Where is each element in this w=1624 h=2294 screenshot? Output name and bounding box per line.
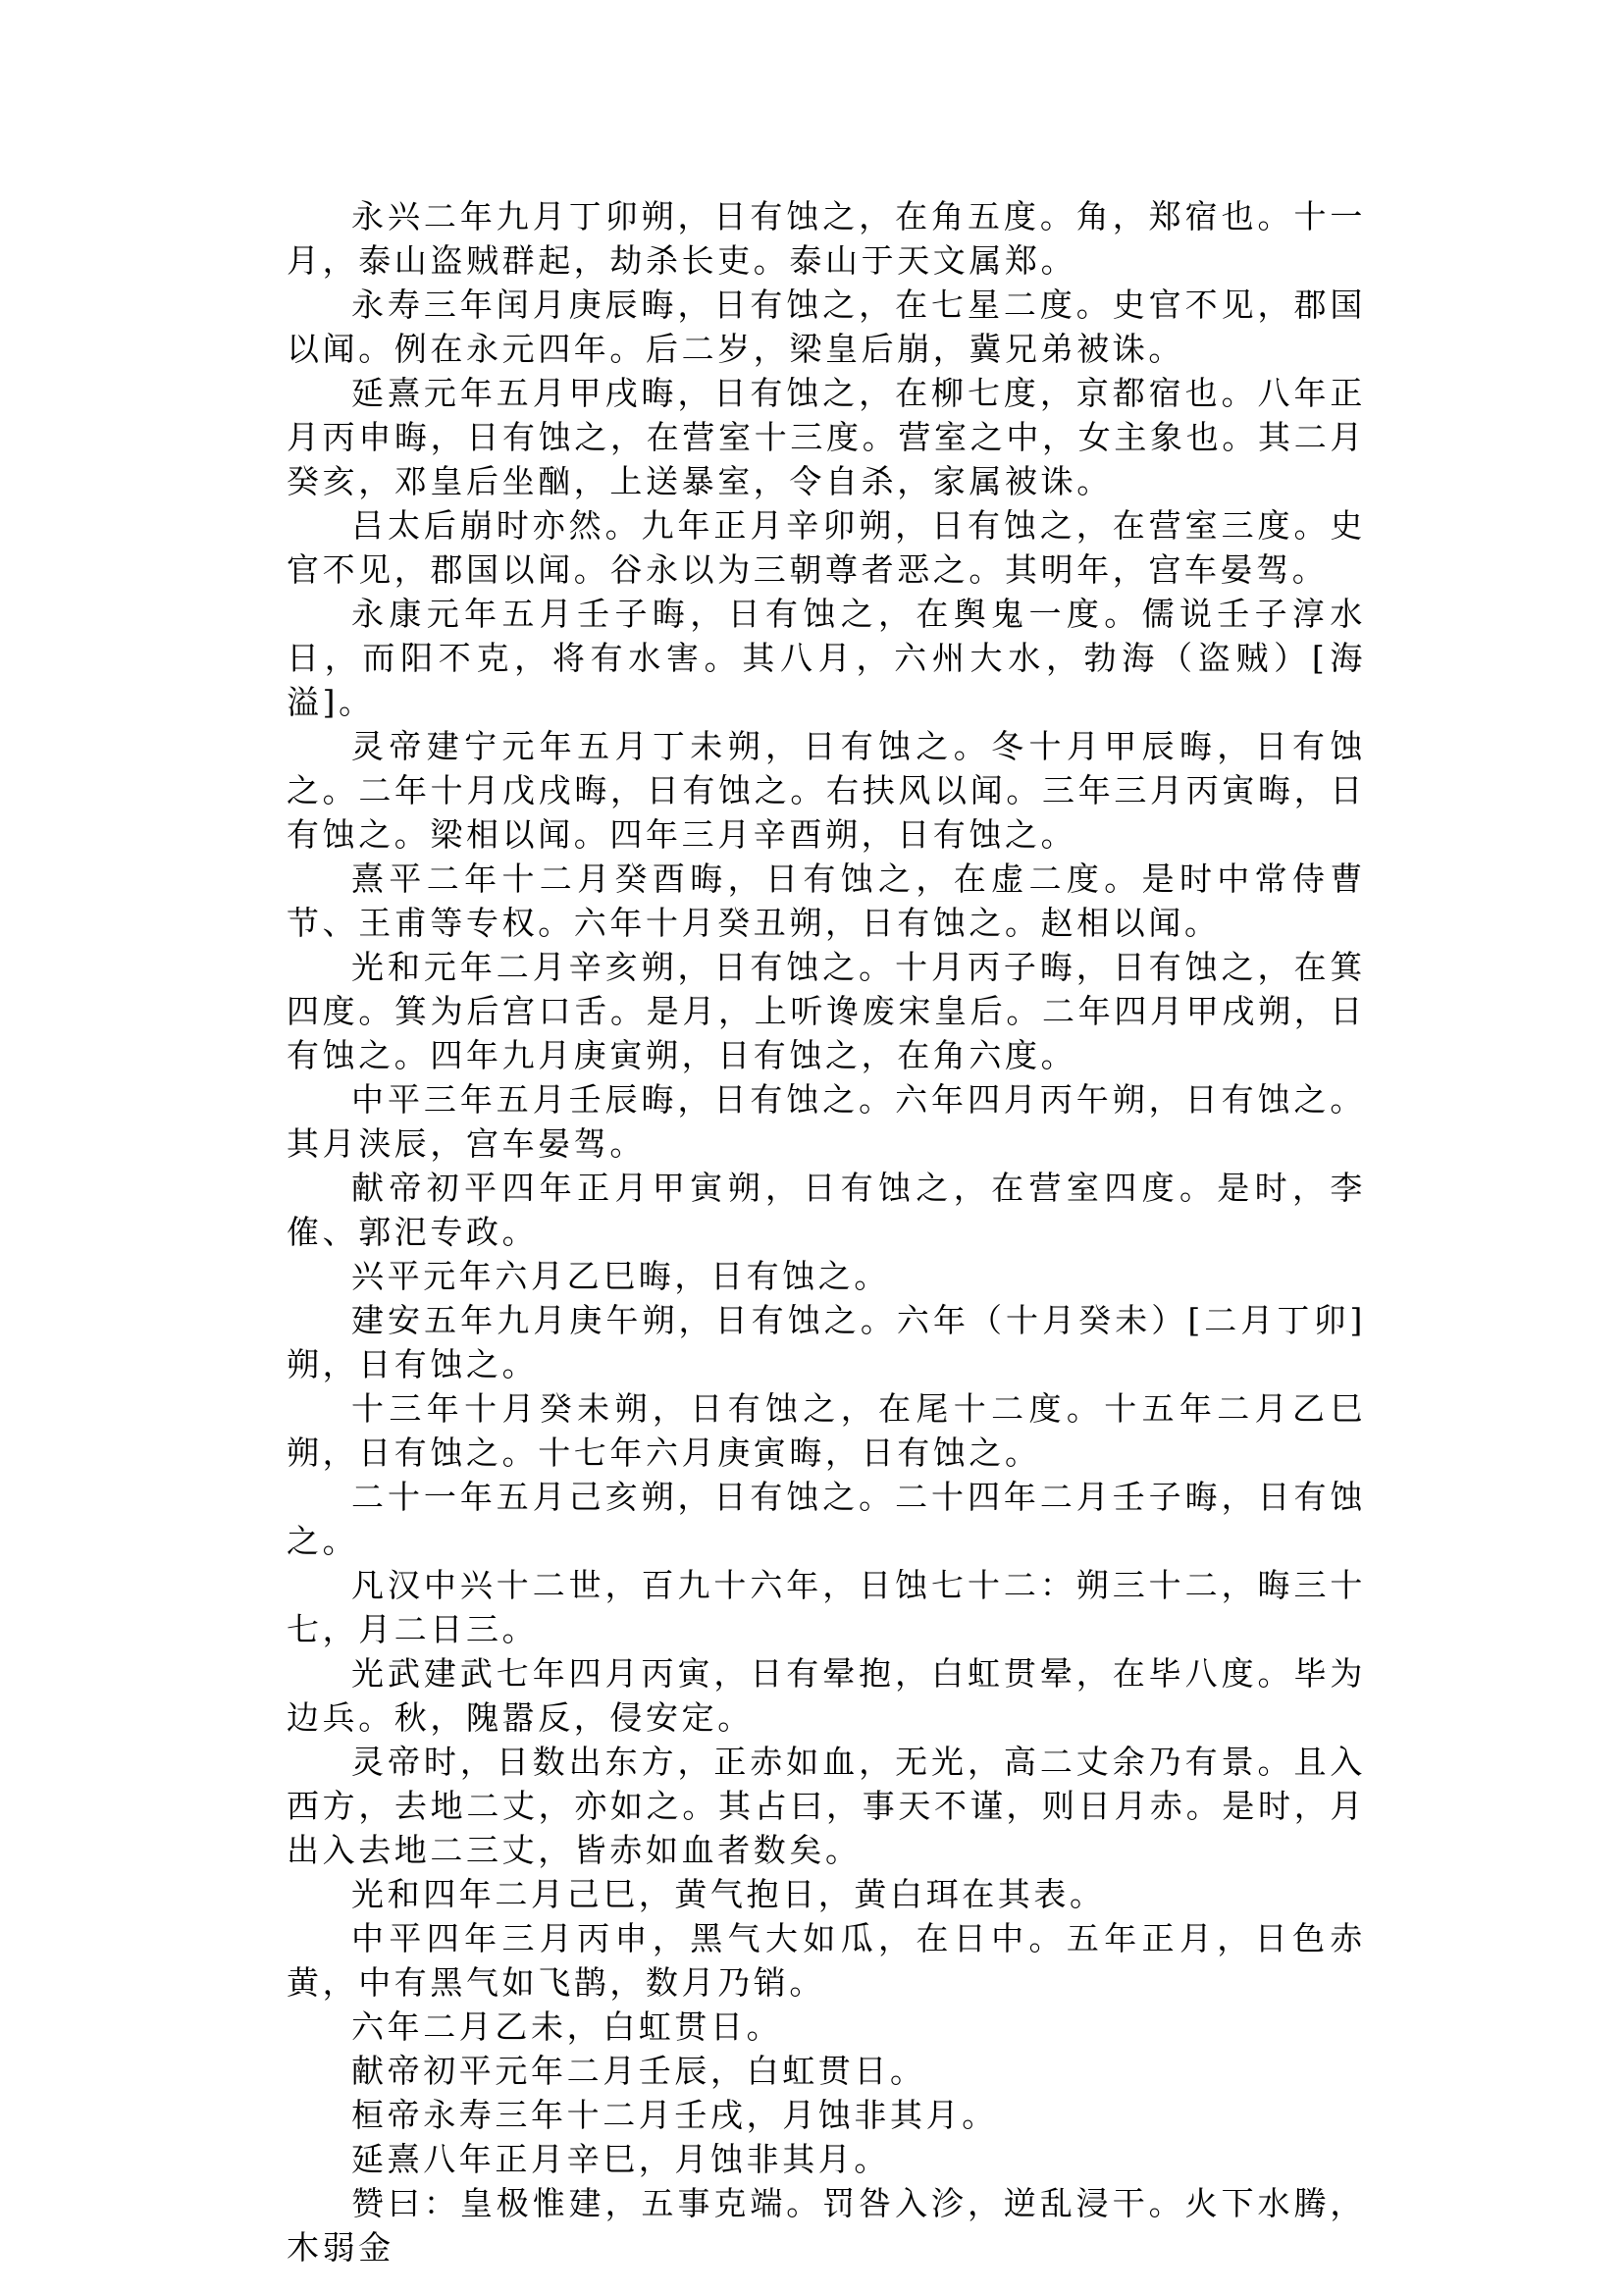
paragraph-23: 延熹八年正月辛巳，月蚀非其月。 [351, 2140, 890, 2178]
document-page [287, 194, 1366, 2269]
paragraph-16: 光武建武七年四月丙寅，日有晕抱，白虹贯晕，在毕八度。毕为边兵。秋，隗嚣反，侵安定。 [287, 1654, 1366, 1737]
paragraph-12: 建安五年九月庚午朔，日有蚀之。六年（十月癸未）[二月丁卯]朔，日有蚀之。 [287, 1301, 1366, 1383]
paragraph-7: 熹平二年十二月癸酉晦，日有蚀之，在虚二度。是时中常侍曹节、王甫等专权。六年十月癸丑朔，日有蚀之。赵相以闻。 [287, 860, 1366, 942]
paragraph-6: 灵帝建宁元年五月丁未朔，日有蚀之。冬十月甲辰晦，日有蚀之。二年十月戊戌晦，日有蚀之。右扶风以闻。三年三月丙寅晦，日有蚀之。梁相以闻。四年三月辛酉朔，日有蚀之。 [287, 727, 1366, 854]
paragraph-21: 献帝初平元年二月壬辰，白虹贯日。 [351, 2052, 926, 2090]
paragraph-19: 中平四年三月丙申，黑气大如瓜，在日中。五年正月，日色赤黄，中有黑气如飞鹊，数月乃销。 [287, 1919, 1366, 2002]
paragraph-18: 光和四年二月己巳，黄气抱日，黄白珥在其表。 [351, 1875, 1106, 1913]
paragraph-1: 永兴二年九月丁卯朔，日有蚀之，在角五度。角，郑宿也。十一月，泰山盗贼群起，劫杀长吏。泰山于天文属郑。 [287, 197, 1366, 280]
paragraph-9: 中平三年五月壬辰晦，日有蚀之。六年四月丙午朔，日有蚀之。其月浃辰，宫车晏驾。 [287, 1080, 1366, 1163]
paragraph-11: 兴平元年六月乙巳晦，日有蚀之。 [351, 1257, 890, 1295]
paragraph-24: 赞曰：皇极惟建，五事克端。罚咎入沴，逆乱浸干。火下水腾，木弱金 [287, 2184, 1366, 2267]
paragraph-10: 献帝初平四年正月甲寅朔，日有蚀之，在营室四度。是时，李傕、郭汜专政。 [287, 1169, 1366, 1251]
paragraph-4: 吕太后崩时亦然。九年正月辛卯朔，日有蚀之，在营室三度。史官不见，郡国以闻。谷永以为三朝尊者恶之。其明年，宫车晏驾。 [287, 506, 1366, 589]
paragraph-22: 桓帝永寿三年十二月壬戌，月蚀非其月。 [351, 2096, 998, 2134]
paragraph-17: 灵帝时，日数出东方，正赤如血，无光，高二丈余乃有景。且入西方，去地二丈，亦如之。其占曰，事天不谨，则日月赤。是时，月出入去地二三丈，皆赤如血者数矣。 [287, 1743, 1366, 1869]
paragraph-15: 凡汉中兴十二世，百九十六年，日蚀七十二：朔三十二，晦三十七，月二日三。 [287, 1566, 1366, 1648]
paragraph-8: 光和元年二月辛亥朔，日有蚀之。十月丙子晦，日有蚀之，在箕四度。箕为后宫口舌。是月，上听谗废宋皇后。二年四月甲戌朔，日有蚀之。四年九月庚寅朔，日有蚀之，在角六度。 [287, 948, 1366, 1074]
paragraph-14: 二十一年五月己亥朔，日有蚀之。二十四年二月壬子晦，日有蚀之。 [287, 1478, 1366, 1560]
paragraph-5: 永康元年五月壬子晦，日有蚀之，在舆鬼一度。儒说壬子淳水日，而阳不克，将有水害。其八月，六州大水，勃海（盗贼）[海溢]。 [287, 595, 1366, 721]
paragraph-2: 永寿三年闰月庚辰晦，日有蚀之，在七星二度。史官不见，郡国以闻。例在永元四年。后二岁，梁皇后崩，冀兄弟被诛。 [287, 286, 1366, 368]
paragraph-3: 延熹元年五月甲戌晦，日有蚀之，在柳七度，京都宿也。八年正月丙申晦，日有蚀之，在营室十三度。营室之中，女主象也。其二月癸亥，邓皇后坐酗，上送暴室，令自杀，家属被诛。 [287, 374, 1366, 500]
paragraph-13: 十三年十月癸未朔，日有蚀之，在尾十二度。十五年二月乙巳朔，日有蚀之。十七年六月庚寅晦，日有蚀之。 [287, 1389, 1366, 1472]
paragraph-20: 六年二月乙未，白虹贯日。 [351, 2007, 783, 2046]
